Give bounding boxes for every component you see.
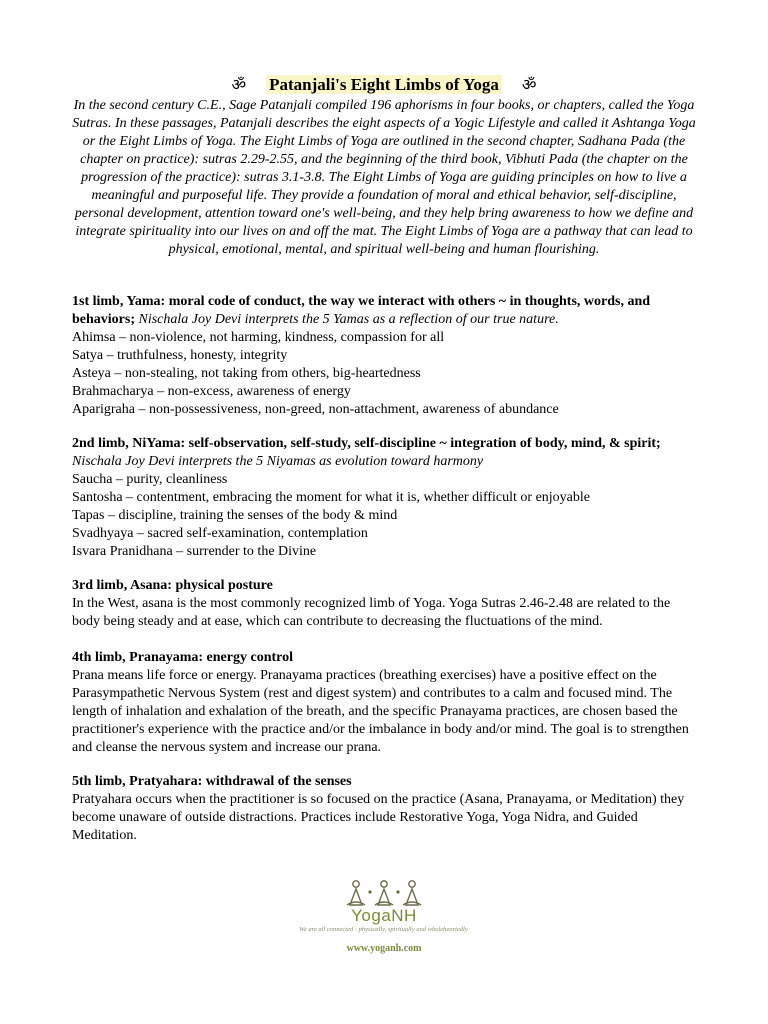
yoganh-logo: [280, 878, 488, 978]
limb2-section: [72, 435, 696, 561]
limb4-section: [72, 649, 696, 757]
limb5-body: Pratyahara occurs when the practitioner is so focused on the practice (Asana, Pranayama, or Meditation) they become unaware of outside distractions. Practices include Restorative Yoga, Yoga Nidra, and Guided Meditation.: [72, 792, 685, 843]
limb2-item: Svadhyaya – sacred self-examination, contemplation: [72, 526, 368, 541]
intro-paragraph: In the second century C.E., Sage Patanjali compiled 196 aphorisms in four books, or chapters, called the Yoga Sutras. In these passages, Patanjali describes the eight aspects of a Yogic Lifestyle and called it Ashtanga Yoga or the Eight Limbs of Yoga. The Eight Limbs of Yoga are outlined in the second chapter, Sadhana Pada (the chapter on practice): sutras 2.29-2.55, and the beginning of the third book, Vibhuti Pada (the chapter on the progression of the practice): sutras 3.1-3.8. The Eight Limbs of Yoga are guiding principles on how to live a meaningful and purposeful life. They provide a foundation of moral and ethical behavior, self-discipline, personal development, attention toward one's well-being, and they help bring awareness to how we define and integrate spirituality into our lives on and off the mat. The Eight Limbs of Yoga are a pathway that can lead to physical, emotional, mental, and spiritual well-being and human flourishing.: [72, 98, 696, 257]
limb4-body: Prana means life force or energy. Pranayama practices (breathing exercises) have a positive effect on the Parasympathetic Nervous System (rest and digest system) and contributes to a calm and focused mind. The length of inhalation and exhalation of the breath, and the specific Pranayama practices, are chosen based the practitioner's experience with the practice and/or the imbalance in body and/or mind. The goal is to strengthen and cleanse the nervous system and increase our prana.: [72, 668, 689, 755]
brand-name: YogaNH: [351, 906, 417, 925]
limb1-note: Nischala Joy Devi interprets the 5 Yamas as a reflection of our true nature.: [138, 312, 559, 327]
limb1-item: Aparigraha – non-possessiveness, non-greed, non-attachment, awareness of abundance: [72, 402, 559, 417]
limb5-section: [72, 773, 696, 845]
limb1-item: Satya – truthfulness, honesty, integrity: [72, 348, 288, 363]
limb4-heading: 4th limb, Pranayama: energy control: [72, 650, 293, 665]
limb2-note: Nischala Joy Devi interprets the 5 Niyamas as evolution toward harmony: [72, 454, 484, 469]
limb2-item: Isvara Pranidhana – surrender to the Divine: [72, 544, 317, 559]
limb2-item: Santosha – contentment, embracing the moment for what it is, whether difficult or enjoyable: [72, 490, 590, 505]
limb1-item: Ahimsa – non-violence, not harming, kindness, compassion for all: [72, 330, 445, 345]
limb3-body: In the West, asana is the most commonly recognized limb of Yoga. Yoga Sutras 2.46-2.48 are related to the body being steady and at ease, which can contribute to decreasing the fluctuations of the mind.: [72, 596, 671, 629]
limb1-item: Brahmacharya – non-excess, awareness of energy: [72, 384, 351, 399]
website-link[interactable]: www.yoganh.com: [346, 943, 422, 954]
limb5-heading: 5th limb, Pratyahara: withdrawal of the senses: [72, 774, 352, 789]
limb2-item: Saucha – purity, cleanliness: [72, 472, 228, 487]
limb1-item: Asteya – non-stealing, not taking from others, big-heartedness: [72, 366, 421, 381]
limb2-heading: 2nd limb, NiYama: self-observation, self-study, self-discipline ~ integration of body, mind, & spirit;: [72, 436, 661, 451]
title-row: [0, 74, 768, 97]
meditating-figures-icon: [342, 878, 426, 908]
limb3-heading: 3rd limb, Asana: physical posture: [72, 578, 273, 593]
om-icon-right: ॐ: [521, 77, 537, 94]
brand-tagline: We are all connected - physically, spiritually and wholeheartedly.: [299, 926, 469, 933]
om-icon-left: ॐ: [231, 77, 247, 94]
page-title: Patanjali's Eight Limbs of Yoga: [266, 75, 502, 94]
limb1-section: [72, 293, 696, 419]
limb1-heading: 1st limb, Yama: moral code of conduct, the way we interact with others ~ in thoughts, words, and behaviors;: [72, 294, 651, 327]
limb2-item: Tapas – discipline, training the senses of the body & mind: [72, 508, 398, 523]
limb3-section: [72, 577, 696, 631]
